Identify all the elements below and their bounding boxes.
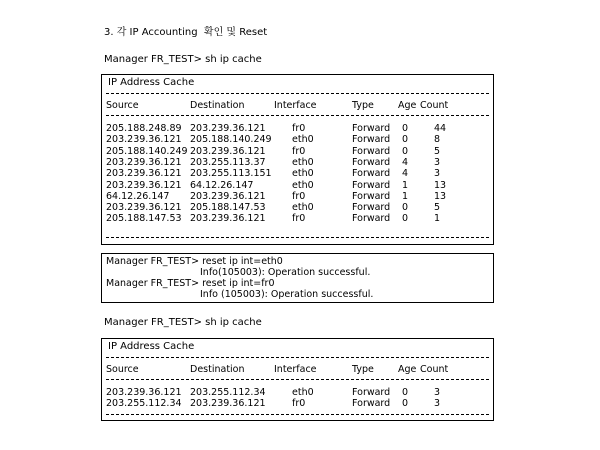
cell-age: 0 [402,398,409,410]
cell-source: 203.239.36.121 [106,168,182,180]
cell-age: 1 [402,190,409,202]
cell-source: 203.255.112.34 [106,398,182,410]
cell-source: 203.239.36.121 [106,134,182,146]
cell-type: Forward [352,387,391,398]
cell-destination: 203.239.36.121 [190,213,266,225]
cell-source: 64.12.26.147 [106,190,170,202]
reset-command-fr0: Manager FR_TEST> reset ip int=fr0 [106,278,275,289]
header-destination: Destination [190,364,245,375]
table-row [102,398,493,409]
cell-age: 4 [402,156,409,168]
cell-destination: 64.12.26.147 [190,179,254,191]
reset-info-2: Info (105003): Operation successful. [200,289,374,300]
cell-age: 0 [402,134,409,146]
table-row [102,134,493,145]
cell-count: 44 [434,123,447,134]
column-headers [102,364,493,376]
header-age: Age [398,364,417,375]
cell-type: Forward [352,123,391,134]
cell-interface: eth0 [292,202,314,214]
cell-count: 8 [434,134,441,146]
table-row [102,123,493,134]
header-count: Count [420,100,449,111]
divider [106,237,489,238]
section-heading: 3. 각 IP Accounting 확인 및 Reset [104,27,268,38]
cell-interface: fr0 [292,213,306,225]
cell-source: 203.239.36.121 [106,387,182,398]
table-row [102,202,493,213]
header-type: Type [352,364,374,375]
cell-type: Forward [352,213,391,225]
cell-interface: eth0 [292,387,314,398]
table-row [102,180,493,191]
cell-destination: 205.188.140.249 [190,134,272,146]
command-line-2: Manager FR_TEST> sh ip cache [104,317,262,328]
table-row [102,191,493,202]
cell-interface: eth0 [292,168,314,180]
cell-age: 0 [402,145,409,157]
cell-age: 0 [402,123,409,134]
cache-title: IP Address Cache [108,77,195,88]
cell-interface: fr0 [292,190,306,202]
cell-count: 13 [434,179,447,191]
cell-interface: eth0 [292,179,314,191]
cell-age: 1 [402,179,409,191]
table-row [102,387,493,398]
cell-source: 203.239.36.121 [106,156,182,168]
cell-source: 205.188.140.249 [106,145,188,157]
cell-destination: 203.255.112.34 [190,387,266,398]
cell-source: 203.239.36.121 [106,179,182,191]
reset-output-box [101,253,494,303]
cell-type: Forward [352,190,391,202]
cell-count: 3 [434,156,441,168]
ip-cache-box-2 [101,338,494,421]
divider [106,115,489,116]
cell-interface: eth0 [292,156,314,168]
cell-count: 1 [434,213,441,225]
cell-interface: fr0 [292,398,306,410]
cell-interface: fr0 [292,123,306,134]
header-interface: Interface [274,100,317,111]
cell-age: 0 [402,387,409,398]
cell-destination: 203.239.36.121 [190,398,266,410]
cell-count: 3 [434,168,441,180]
cell-source: 203.239.36.121 [106,202,182,214]
header-count: Count [420,364,449,375]
cell-destination: 203.239.36.121 [190,190,266,202]
cell-type: Forward [352,156,391,168]
command-line-1: Manager FR_TEST> sh ip cache [104,54,262,65]
reset-command-eth0: Manager FR_TEST> reset ip int=eth0 [106,256,283,267]
column-headers [102,100,493,112]
ip-cache-box-1 [101,74,494,245]
cell-count: 5 [434,145,441,157]
cell-type: Forward [352,179,391,191]
cell-count: 3 [434,398,441,410]
cell-type: Forward [352,145,391,157]
cell-source: 205.188.248.89 [106,123,182,134]
header-destination: Destination [190,100,245,111]
table-row [102,168,493,179]
divider [106,357,489,358]
cell-age: 0 [402,213,409,225]
header-source: Source [106,100,139,111]
cell-age: 4 [402,168,409,180]
divider [106,379,489,380]
cell-source: 205.188.147.53 [106,213,182,225]
cell-count: 3 [434,387,441,398]
cell-type: Forward [352,202,391,214]
reset-info-1: Info(105003): Operation successful. [200,267,371,278]
cell-count: 13 [434,190,447,202]
cell-age: 0 [402,202,409,214]
cell-type: Forward [352,134,391,146]
divider [106,93,489,94]
cell-destination: 203.255.113.37 [190,156,266,168]
cell-type: Forward [352,168,391,180]
header-interface: Interface [274,364,317,375]
cell-count: 5 [434,202,441,214]
cell-destination: 203.255.113.151 [190,168,272,180]
cell-destination: 203.239.36.121 [190,123,266,134]
header-age: Age [398,100,417,111]
cell-interface: fr0 [292,145,306,157]
table-row [102,157,493,168]
table-row [102,213,493,224]
table-row [102,146,493,157]
cache-title: IP Address Cache [108,341,195,352]
header-type: Type [352,100,374,111]
cell-destination: 205.188.147.53 [190,202,266,214]
cell-interface: eth0 [292,134,314,146]
cell-type: Forward [352,398,391,410]
divider [106,414,489,415]
cell-destination: 203.239.36.121 [190,145,266,157]
header-source: Source [106,364,139,375]
